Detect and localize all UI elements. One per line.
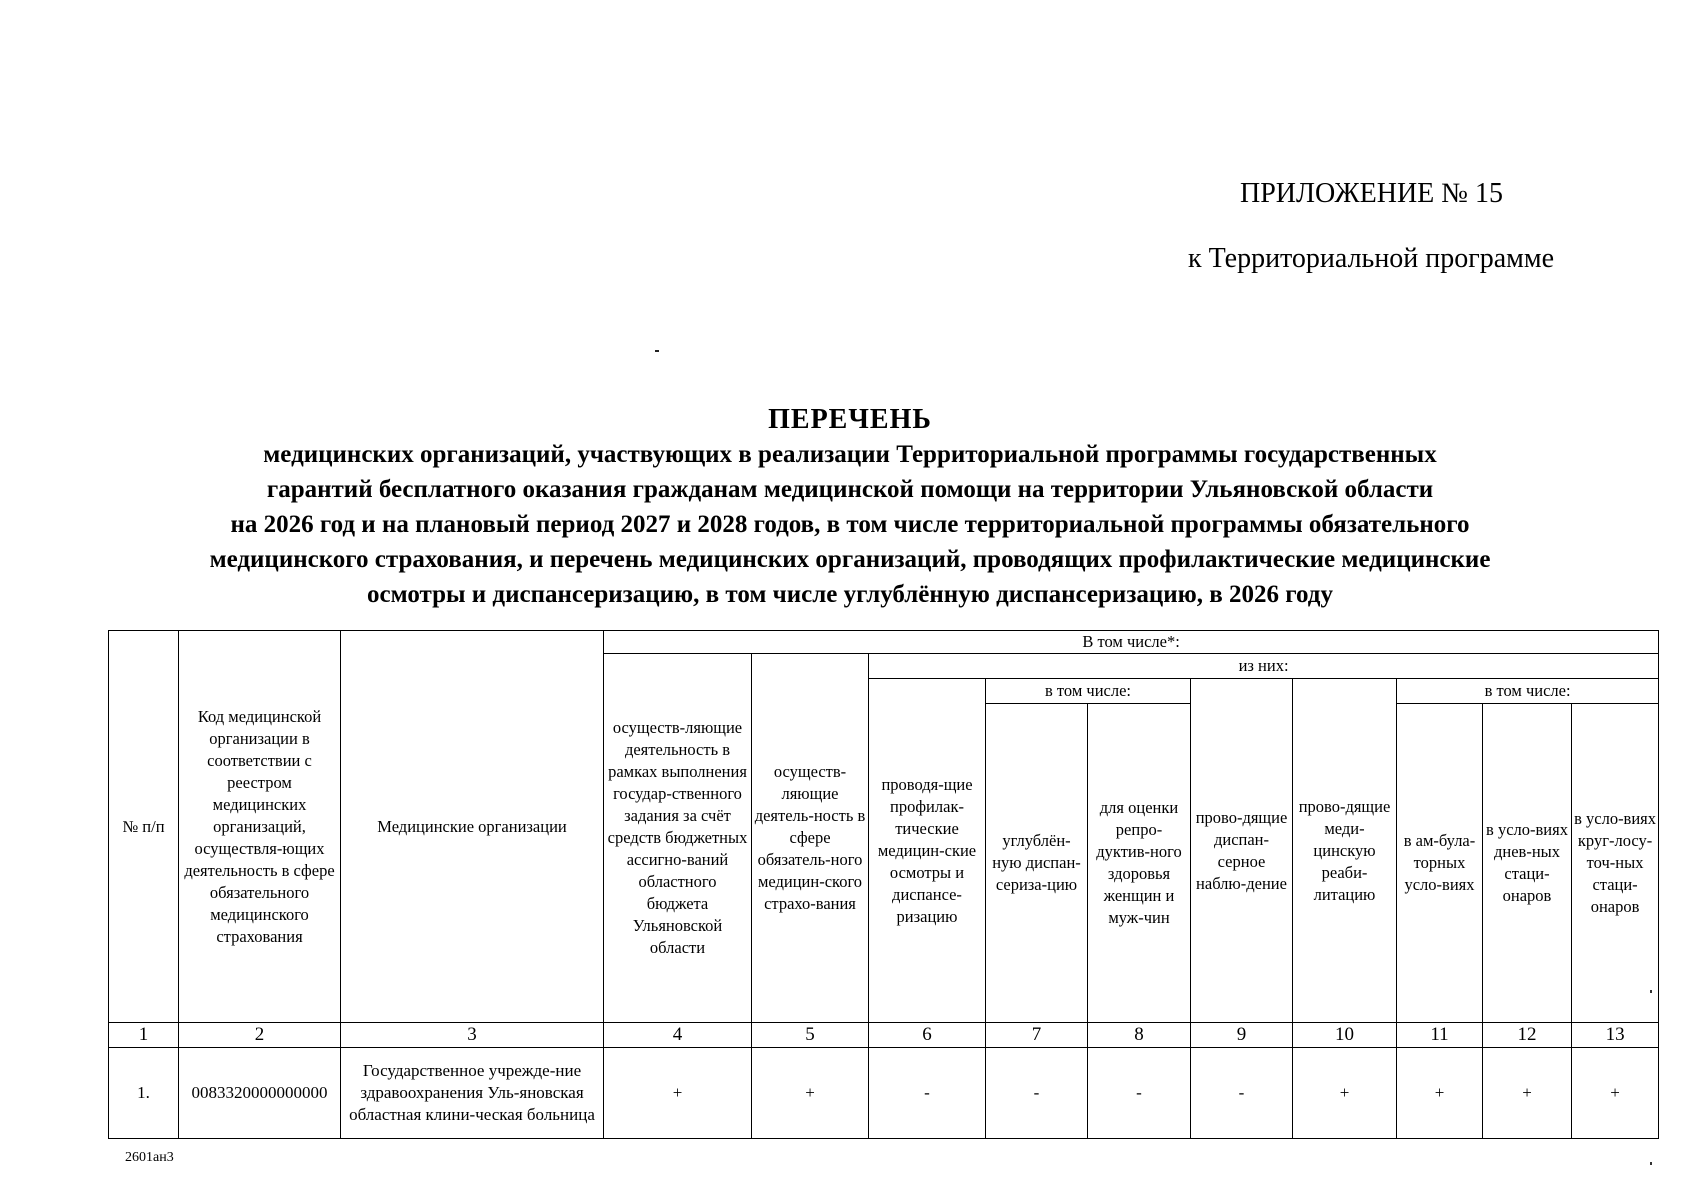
row-c11: + (1397, 1048, 1483, 1139)
header-c11: в ам-була-торных усло-виях (1397, 704, 1483, 1023)
header-including: В том числе*: (604, 631, 1659, 654)
row-c13: + (1572, 1048, 1659, 1139)
column-number: 4 (604, 1023, 752, 1048)
title-line-3: на 2026 год и на плановый период 2027 и 2028 годов, в том числе территориальной программы обязательного (230, 511, 1470, 538)
header-c7: углублён-ную диспан-сериза-цию (986, 704, 1088, 1023)
title-main: ПЕРЕЧЕНЬ (768, 404, 932, 435)
row-c12: + (1483, 1048, 1572, 1139)
header-c10: прово-дящие меди-цинскую реаби-литацию (1293, 679, 1397, 1023)
column-number: 3 (341, 1023, 604, 1048)
row-c6: - (869, 1048, 986, 1139)
appendix-number: ПРИЛОЖЕНИЕ № 15 (1240, 178, 1503, 209)
row-c10: + (1293, 1048, 1397, 1139)
header-c6: проводя-щие профилак-тические медицин-ские осмотры и диспансе-ризацию (869, 679, 986, 1023)
title-line-4: медицинского страхования, и перечень медицинских организаций, проводящих профилактические медицинские (209, 546, 1491, 573)
column-number: 2 (179, 1023, 341, 1048)
column-number: 10 (1293, 1023, 1397, 1048)
header-c5: осуществ-ляющие деятель-ность в сфере обязатель-ного медицин-ского страхо-вания (752, 654, 869, 1023)
document-title (100, 402, 1600, 612)
title-line-2: гарантий бесплатного оказания гражданам медицинской помощи на территории Ульяновской области (266, 476, 1434, 503)
column-number: 6 (869, 1023, 986, 1048)
appendix-subtitle: к Территориальной программе (1188, 243, 1555, 274)
scan-dot (655, 350, 659, 352)
column-number: 8 (1088, 1023, 1191, 1048)
column-number: 9 (1191, 1023, 1293, 1048)
row-c8: - (1088, 1048, 1191, 1139)
header-org: Медицинские организации (341, 631, 604, 1023)
header-num: № п/п (109, 631, 179, 1023)
header-incl-b: в том числе: (1397, 679, 1659, 704)
column-number: 11 (1397, 1023, 1483, 1048)
header-c9: прово-дящие диспан-серное наблю-дение (1191, 679, 1293, 1023)
header-c8: для оценки репро-дуктив-ного здоровья женщин и муж-чин (1088, 704, 1191, 1023)
header-c4: осуществ-ляющие деятельность в рамках выполнения государ-ственного задания за счёт средств бюджетных ассигно-ваний областного бюджета Ульяновской области (604, 654, 752, 1023)
row-c5: + (752, 1048, 869, 1139)
title-line-1: медицинских организаций, участвующих в реализации Территориальной программы государственных (263, 441, 1437, 468)
row-c7: - (986, 1048, 1088, 1139)
header-of-them: из них: (869, 654, 1659, 679)
footer-code: 2601ан3 (125, 1150, 174, 1165)
row-code: 0083320000000000 (179, 1048, 341, 1139)
header-incl-a: в том числе: (986, 679, 1191, 704)
column-number: 1 (109, 1023, 179, 1048)
column-number-row (109, 1023, 1659, 1048)
organizations-table (108, 630, 1659, 1139)
column-number: 5 (752, 1023, 869, 1048)
scan-mark (1650, 990, 1652, 993)
column-number: 13 (1572, 1023, 1659, 1048)
header-c13: в усло-виях круг-лосу-точ-ных стаци-онаров (1572, 704, 1659, 1023)
header-c12: в усло-виях днев-ных стаци-онаров (1483, 704, 1572, 1023)
row-org: Государственное учрежде-ние здравоохранения Уль-яновская областная клини-ческая больница (341, 1048, 604, 1139)
row-num: 1. (109, 1048, 179, 1139)
title-line-5: осмотры и диспансеризацию, в том числе углублённую диспансеризацию, в 2026 году (367, 581, 1333, 608)
column-number: 12 (1483, 1023, 1572, 1048)
table-row (109, 1048, 1659, 1139)
scan-mark (1650, 1162, 1652, 1165)
header-code: Код медицинской организации в соответствии с реестром медицинских организаций, осуществля-ющих деятельность в сфере обязательного медицинского страхования (179, 631, 341, 1023)
row-c9: - (1191, 1048, 1293, 1139)
column-number: 7 (986, 1023, 1088, 1048)
row-c4: + (604, 1048, 752, 1139)
